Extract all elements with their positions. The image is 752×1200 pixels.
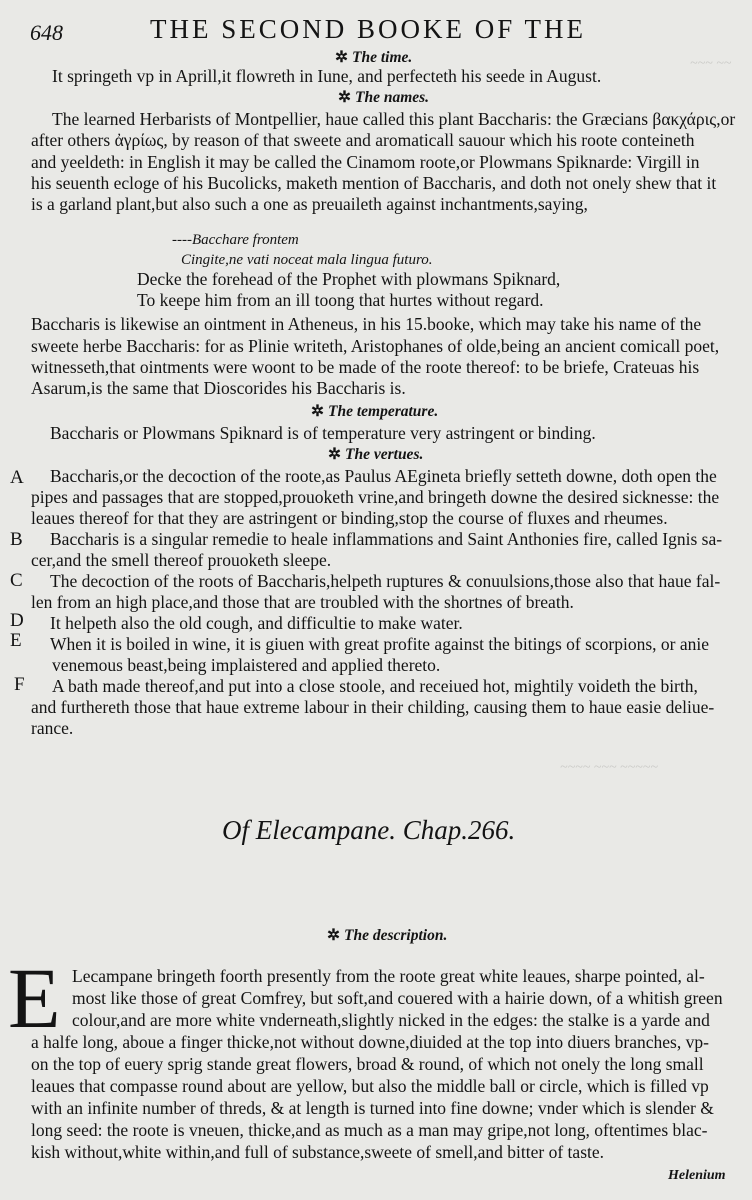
latin-verse-line: Cingite,ne vati noceat mala lingua futuro. <box>181 252 433 268</box>
show-through-text: ~~~~ ~~~ ~~~~~ <box>560 760 658 775</box>
text-line: len from an high place,and those that are troubled with the shortnes of breath. <box>31 592 574 612</box>
asterism-icon: ✲ <box>311 403 324 420</box>
text-line: A bath made thereof,and put into a close stoole, and receiued hot, mightily voideth the birth, <box>52 676 698 696</box>
text-line: kish without,white within,and full of substance,sweete of smell,and bitter of taste. <box>31 1142 605 1162</box>
text-line: with an infinite number of threds, & at length is turned into fine downe; vnder which is slender & <box>31 1098 714 1118</box>
heading-names: ✲ The names. <box>338 89 430 106</box>
text-line: It helpeth also the old cough, and difficultie to make water. <box>50 613 463 633</box>
text-line: The decoction of the roots of Baccharis,helpeth ruptures & conuulsions,those also that haue fal- <box>50 571 721 591</box>
english-verse-line: To keepe him from an ill toong that hurtes without regard. <box>137 290 544 310</box>
text-line: a halfe long, aboue a finger thicke,not without downe,diuided at the top into diuers branches, vp- <box>31 1032 709 1052</box>
text-line: and furthereth those that haue extreme labour in their childing, causing them to haue easie deliue- <box>31 697 715 717</box>
margin-marker: A <box>10 467 24 488</box>
text-line: venemous beast,being implaistered and applied thereto. <box>52 655 441 675</box>
heading-vertues: ✲ The vertues. <box>328 446 424 463</box>
text-line: his seuenth ecloge of his Bucolicks, maketh mention of Baccharis, and doth not onely shew that it <box>31 173 717 193</box>
text-line: When it is boiled in wine, it is giuen with great profite against the bitings of scorpions, or anie <box>50 634 710 654</box>
text-line: rance. <box>31 718 74 738</box>
margin-marker: B <box>10 529 23 550</box>
text-line: Lecampane bringeth foorth presently from the roote great white leaues, sharpe pointed, al- <box>72 966 705 986</box>
margin-marker: F <box>14 674 25 695</box>
text-line: and yeeldeth: in English it may be called the Cinamom roote,or Plowmans Spiknarde: Virgill in <box>31 152 700 172</box>
text-line: It springeth vp in Aprill,it flowreth in Iune, and perfecteth his seede in August. <box>52 66 602 86</box>
drop-cap: E <box>8 950 61 1046</box>
text-line: pipes and passages that are stopped,prouoketh vrine,and bringeth downe the desired sicknesse: the <box>31 487 720 507</box>
text-line: is a garland plant,but also such a one as preuaileth against inchantments,saying, <box>31 194 588 214</box>
heading-temperature: ✲ The temperature. <box>311 403 439 420</box>
margin-marker: E <box>10 630 22 651</box>
text-line: witnesseth,that ointments were woont to be made of the roote thereof: to be briefe, Crateuas his <box>31 357 700 377</box>
asterism-icon: ✲ <box>327 927 340 944</box>
text-line: on the top of euery sprig stande great flowers, broad & round, of which not onely the long small <box>31 1054 704 1074</box>
text-line: Baccharis is a singular remedie to heale inflammations and Saint Anthonies fire, called Ignis sa- <box>50 529 723 549</box>
chapter-title: Of Elecampane. Chap.266. <box>222 815 516 845</box>
asterism-icon: ✲ <box>338 89 351 106</box>
latin-verse-line: ----Bacchare frontem <box>172 232 299 248</box>
heading-description: ✲ The description. <box>327 927 448 944</box>
heading-time: ✲ The time. <box>335 49 413 66</box>
margin-marker: C <box>10 570 23 591</box>
text-line: after others ἀγρίως, by reason of that sweete and aromaticall sauour which his roote conteineth <box>31 130 695 150</box>
text-line: cer,and the smell thereof prouoketh sleepe. <box>31 550 332 570</box>
text-line: long seed: the roote is vneuen, thicke,and as much as a man may gripe,not long, oftentimes blac- <box>31 1120 708 1140</box>
catchword: Helenium <box>668 1168 726 1183</box>
text-line: colour,and are more white vnderneath,slightly nicked in the edges: the stalke is a yarde and <box>72 1010 710 1030</box>
text-line: leaues thereof for that they are astringent or binding,stop the course of fluxes and rheumes. <box>31 508 668 528</box>
text-line: sweete herbe Baccharis: for as Plinie writeth, Aristophanes of olde,being an ancient comicall poet, <box>31 336 720 356</box>
text-line: Baccharis is likewise an ointment in Atheneus, in his 15.booke, which may take his name of the <box>31 314 702 334</box>
text-line: leaues that compasse round about are yellow, but also the middle ball or circle, which is filled vp <box>31 1076 709 1096</box>
show-through-text: ~~~ ~~ <box>690 56 732 71</box>
asterism-icon: ✲ <box>328 446 341 463</box>
page-number: 648 <box>30 20 63 45</box>
text-line: Asarum,is the same that Dioscorides his Baccharis is. <box>31 378 406 398</box>
running-head: THE SECOND BOOKE OF THE <box>150 14 587 44</box>
text-line: The learned Herbarists of Montpellier, haue called this plant Baccharis: the Græcians βακχάρις,or <box>52 109 736 129</box>
text-line: most like those of great Comfrey, but soft,and couered with a hairie down, of a whitish green <box>72 988 723 1008</box>
text-line: Baccharis or Plowmans Spiknard is of temperature very astringent or binding. <box>50 423 596 443</box>
margin-marker: D <box>10 610 24 631</box>
asterism-icon: ✲ <box>335 49 348 66</box>
text-line: Baccharis,or the decoction of the roote,as Paulus AEgineta briefly setteth downe, doth open the <box>50 466 717 486</box>
english-verse-line: Decke the forehead of the Prophet with plowmans Spiknard, <box>137 269 561 289</box>
